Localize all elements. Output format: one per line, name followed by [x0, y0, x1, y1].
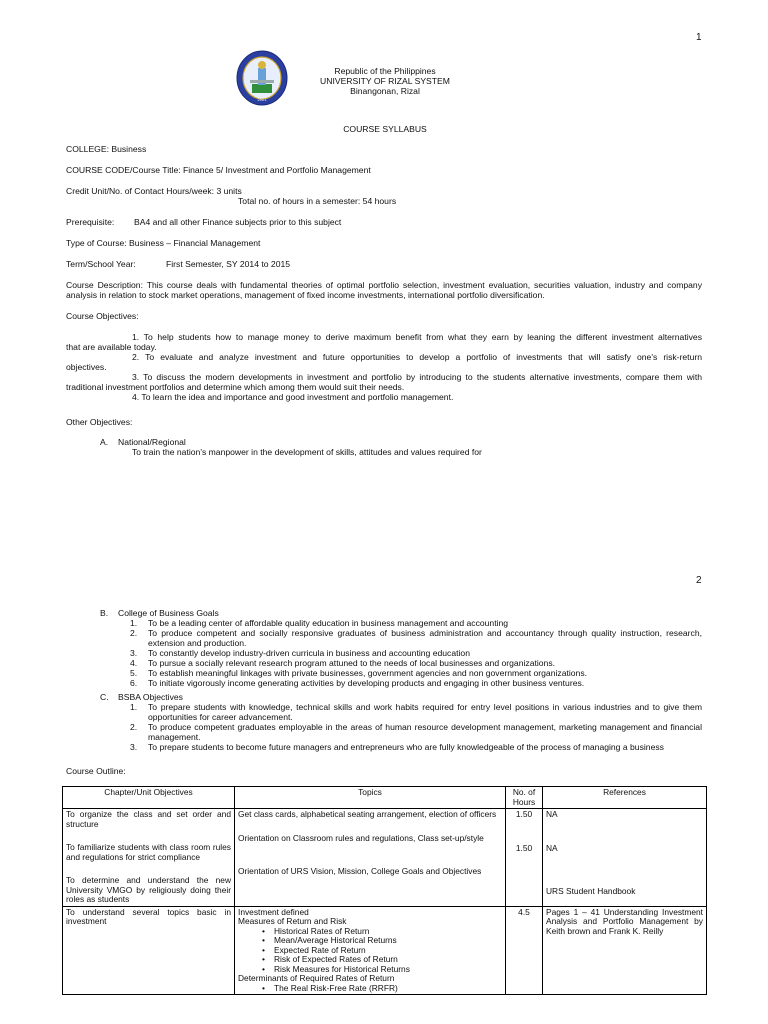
document-title: COURSE SYLLABUS	[343, 124, 427, 134]
column-header: Topics	[235, 787, 506, 809]
goals-label: College of Business Goals	[118, 608, 219, 618]
objective-4: 4. To learn the idea and importance and good investment and portfolio management.	[132, 392, 454, 402]
column-header: Chapter/Unit Objectives	[63, 787, 235, 809]
page-number-2: 2	[696, 575, 702, 586]
objective-1-cont: that are available today.	[66, 342, 157, 352]
table-row	[63, 906, 707, 995]
course-objectives-heading: Course Objectives:	[66, 311, 139, 321]
term-label: Term/School Year:	[66, 259, 136, 269]
course-description: Course Description: This course deals with fundamental theories of optimal portfolio selection, investment evaluation, securities valuation, industry and company analysis in relation to stock market operations, management of fixed income investments, international portfolio diversification.	[66, 280, 702, 300]
bsba-item: 3. To prepare students to become future managers and entrepreneurs who are fully knowledgeable of the process of managing a business	[130, 742, 664, 752]
college-field: COLLEGE: Business	[66, 144, 147, 154]
objective-2-cont: objectives.	[66, 362, 107, 372]
goal-item: 3. To constantly develop industry-driven curricula in business and accounting education	[130, 648, 470, 658]
header-republic: Republic of the Philippines	[334, 66, 436, 76]
course-code-field: COURSE CODE/Course Title: Finance 5/ Investment and Portfolio Management	[66, 165, 371, 175]
goals-letter: B.	[100, 608, 109, 618]
goal-item: 4. To pursue a socially relevant research program attuned to the needs of local businesses and organizations.	[130, 658, 556, 668]
topic-cell: Investment defined Measures of Return and Risk • Historical Rates of Return • Mean/Average Historical Returns • Expected Rate of Return • Risk of Expected Rates of Return • Risk Measures for Historical Returns Determinants of Required Rates of Return • The Real Risk-Free Rate (RRFR)	[235, 906, 506, 995]
header-location: Binangonan, Rizal	[350, 86, 420, 96]
objective-2: 2. To evaluate and analyze investment and future opportunities to develop a portfolio of investments that will satisfy one's risk-return	[132, 352, 702, 362]
reference-cell: NA NA URS Student Handbook	[543, 809, 707, 907]
goal-item: 6. To initiate vigorously income generating activities by developing products and engaging in other business ventures.	[130, 678, 585, 688]
column-header: References	[543, 787, 707, 809]
bsba-item: 1. To prepare students with knowledge, technical skills and work habits required for entry level positions in various industries and to give them opportunities for career advancement.	[130, 702, 702, 722]
prerequisite-value: BA4 and all other Finance subjects prior to this subject	[134, 217, 342, 227]
credit-unit-field: Credit Unit/No. of Contact Hours/week: 3 units	[66, 186, 242, 196]
topic-cell: Get class cards, alphabetical seating arrangement, election of officers Orientation on Classroom rules and regulations, Class set-up/style Orientation of URS Vision, Mission, College Goals and Objectives	[235, 809, 506, 907]
bsba-label: BSBA Objectives	[118, 692, 183, 702]
hours-cell: 1.50 1.50	[506, 809, 543, 907]
national-text: To train the nation's manpower in the development of skills, attitudes and values required for	[132, 447, 482, 457]
reference-cell: Pages 1 – 41 Understanding Investment Analysis and Portfolio Management by Keith brown and Frank K. Reilly	[543, 906, 707, 995]
other-objectives-heading: Other Objectives:	[66, 417, 133, 427]
table-row	[63, 809, 707, 907]
university-seal-icon	[236, 50, 288, 106]
objective-1: 1. To help students how to manage money to derive maximum benefit from what they earn by leaning the different investment alternatives	[132, 332, 702, 342]
page-number: 1	[696, 32, 702, 43]
header-university: UNIVERSITY OF RIZAL SYSTEM	[320, 76, 450, 86]
goal-item: 2. To produce competent and socially responsive graduates of business administration and accountancy through quality instruction, research, extension and production.	[130, 628, 702, 648]
column-header: No. of Hours	[506, 787, 543, 809]
svg-text:2001: 2001	[257, 97, 267, 102]
hours-cell: 4.5	[506, 906, 543, 995]
course-outline-table	[62, 786, 707, 995]
objective-3: 3. To discuss the modern developments in investment and portfolio by introducing to the students alternative investments, compare them with	[132, 372, 702, 382]
total-hours-field: Total no. of hours in a semester: 54 hours	[238, 196, 397, 206]
national-letter: A.	[100, 437, 109, 447]
table-header-row	[63, 787, 707, 809]
goal-item: 1. To be a leading center of affordable quality education in business management and accounting	[130, 618, 509, 628]
goal-item: 5. To establish meaningful linkages with private businesses, government agencies and non government organizations.	[130, 668, 588, 678]
bsba-item: 2. To produce competent graduates employable in the areas of human resource development management, marketing management and financial management.	[130, 722, 702, 742]
national-label: National/Regional	[118, 437, 186, 447]
objective-cell: To organize the class and set order and structure To familiarize students with class room rules and regulations for strict compliance To determine and understand the new University VMGO by religiously doing their roles as students	[63, 809, 235, 907]
prerequisite-label: Prerequisite:	[66, 217, 115, 227]
course-outline-heading: Course Outline:	[66, 766, 126, 776]
college-goals-list	[130, 618, 702, 688]
term-value: First Semester, SY 2014 to 2015	[166, 259, 291, 269]
objective-3-cont: traditional investment portfolios and determine which among them would suit their needs.	[66, 382, 405, 392]
course-objectives-list	[66, 332, 702, 402]
objective-cell: To understand several topics basic in investment	[63, 906, 235, 995]
bsba-letter: C.	[100, 692, 109, 702]
bsba-objectives-list	[130, 702, 702, 752]
type-of-course-field: Type of Course: Business – Financial Management	[66, 238, 261, 248]
